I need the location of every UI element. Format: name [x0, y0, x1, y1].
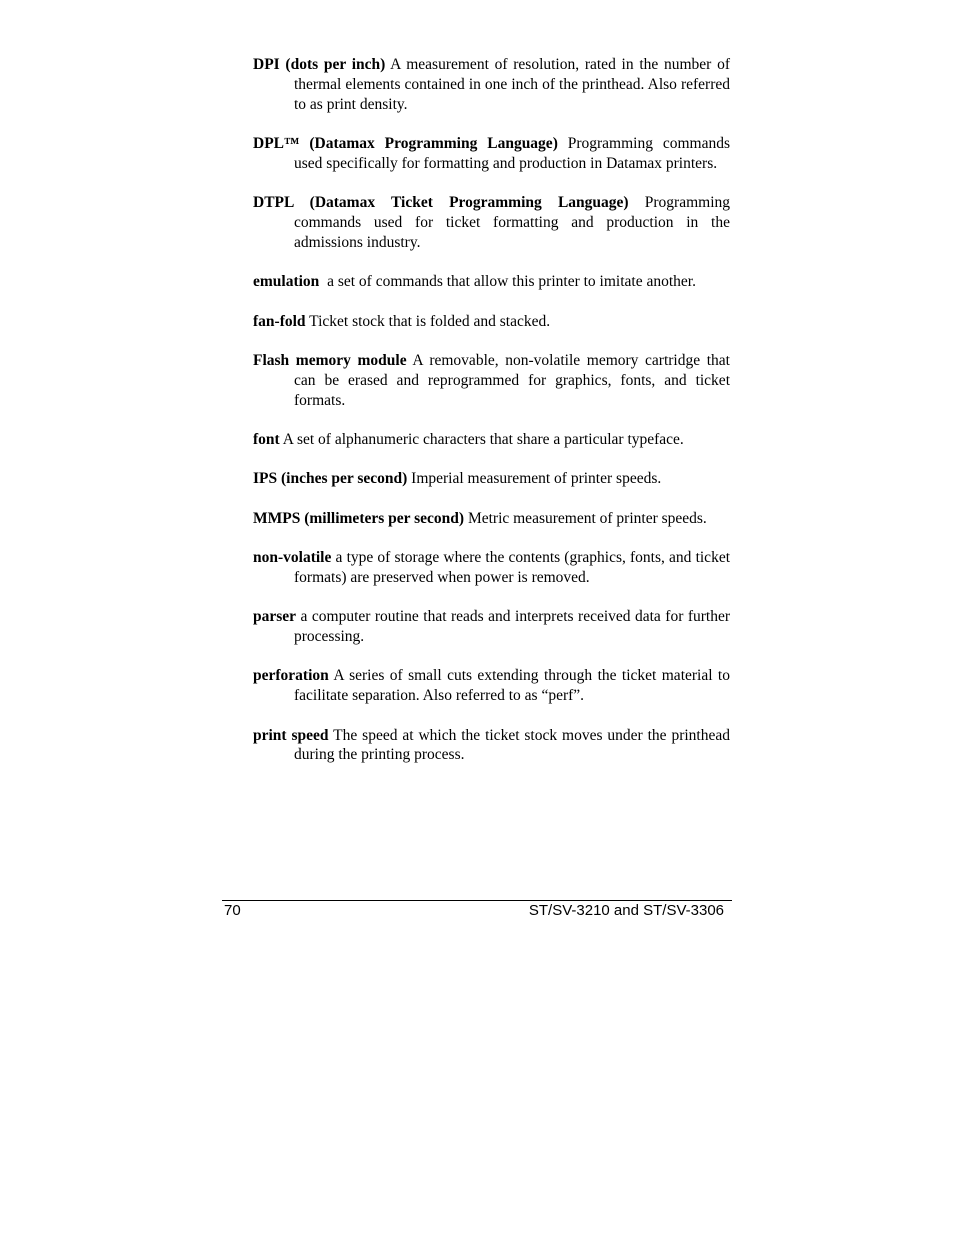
glossary-term: non-volatile [253, 549, 332, 567]
glossary-term: DPL™ (Datamax Programming Language) [253, 134, 558, 152]
page-number: 70 [224, 902, 241, 919]
glossary-term: MMPS (millimeters per second) [253, 509, 465, 527]
glossary-definition: The speed at which the ticket stock moves under the printhead during the printing process. [294, 726, 730, 764]
glossary-entry-flash-memory-module [253, 351, 730, 410]
glossary-definition: Imperial measurement of printer speeds. [411, 470, 662, 488]
glossary-entry-emulation [253, 272, 730, 292]
glossary-definition: Ticket stock that is folded and stacked. [309, 312, 551, 330]
glossary-list [253, 55, 730, 785]
glossary-definition: A set of alphanumeric characters that share a particular typeface. [282, 430, 684, 448]
glossary-entry-mmps [253, 509, 730, 529]
glossary-term: fan-fold [253, 312, 306, 330]
glossary-definition: a set of commands that allow this printer to imitate another. [327, 273, 696, 291]
glossary-definition: a computer routine that reads and interprets received data for further processing. [294, 608, 730, 646]
glossary-entry-non-volatile [253, 548, 730, 588]
glossary-term: emulation [253, 273, 320, 291]
glossary-definition: A measurement of resolution, rated in the number of thermal elements contained in one inch of the printhead. Also referred to as print density. [294, 56, 730, 113]
glossary-definition: A removable, non-volatile memory cartridge that can be erased and reprogrammed for graphics, fonts, and ticket formats. [294, 351, 730, 409]
glossary-definition: a type of storage where the contents (graphics, fonts, and ticket formats) are preserved when power is removed. [294, 549, 730, 586]
glossary-term: print speed [253, 726, 329, 744]
document-title: ST/SV-3210 and ST/SV-3306 [528, 902, 724, 919]
glossary-term: perforation [253, 667, 329, 685]
glossary-term: DPI (dots per inch) [253, 56, 386, 73]
glossary-entry-font [253, 430, 730, 450]
footer-divider [222, 900, 732, 901]
glossary-entry-dpl [253, 134, 730, 174]
glossary-definition: Programming commands used specifically for formatting and production in Datamax printers. [294, 134, 730, 172]
glossary-term: parser [253, 608, 297, 626]
glossary-definition: Programming commands used for ticket formatting and production in the admissions industry. [294, 194, 731, 251]
glossary-entry-dpi [253, 55, 730, 114]
glossary-term: font [253, 430, 280, 448]
glossary-entry-print-speed [253, 726, 730, 766]
glossary-definition: A series of small cuts extending through the ticket material to facilitate separation. Also referred to as “perf”. [294, 667, 730, 705]
glossary-entry-parser [253, 607, 730, 647]
glossary-entry-perforation [253, 666, 730, 706]
glossary-definition: Metric measurement of printer speeds. [467, 509, 707, 527]
glossary-term: DTPL (Datamax Ticket Programming Language) [253, 194, 629, 212]
glossary-entry-fan-fold [253, 312, 730, 332]
glossary-entry-ips [253, 469, 730, 489]
glossary-term: Flash memory module [253, 351, 407, 369]
glossary-entry-dtpl [253, 193, 730, 252]
glossary-term: IPS (inches per second) [253, 470, 408, 488]
